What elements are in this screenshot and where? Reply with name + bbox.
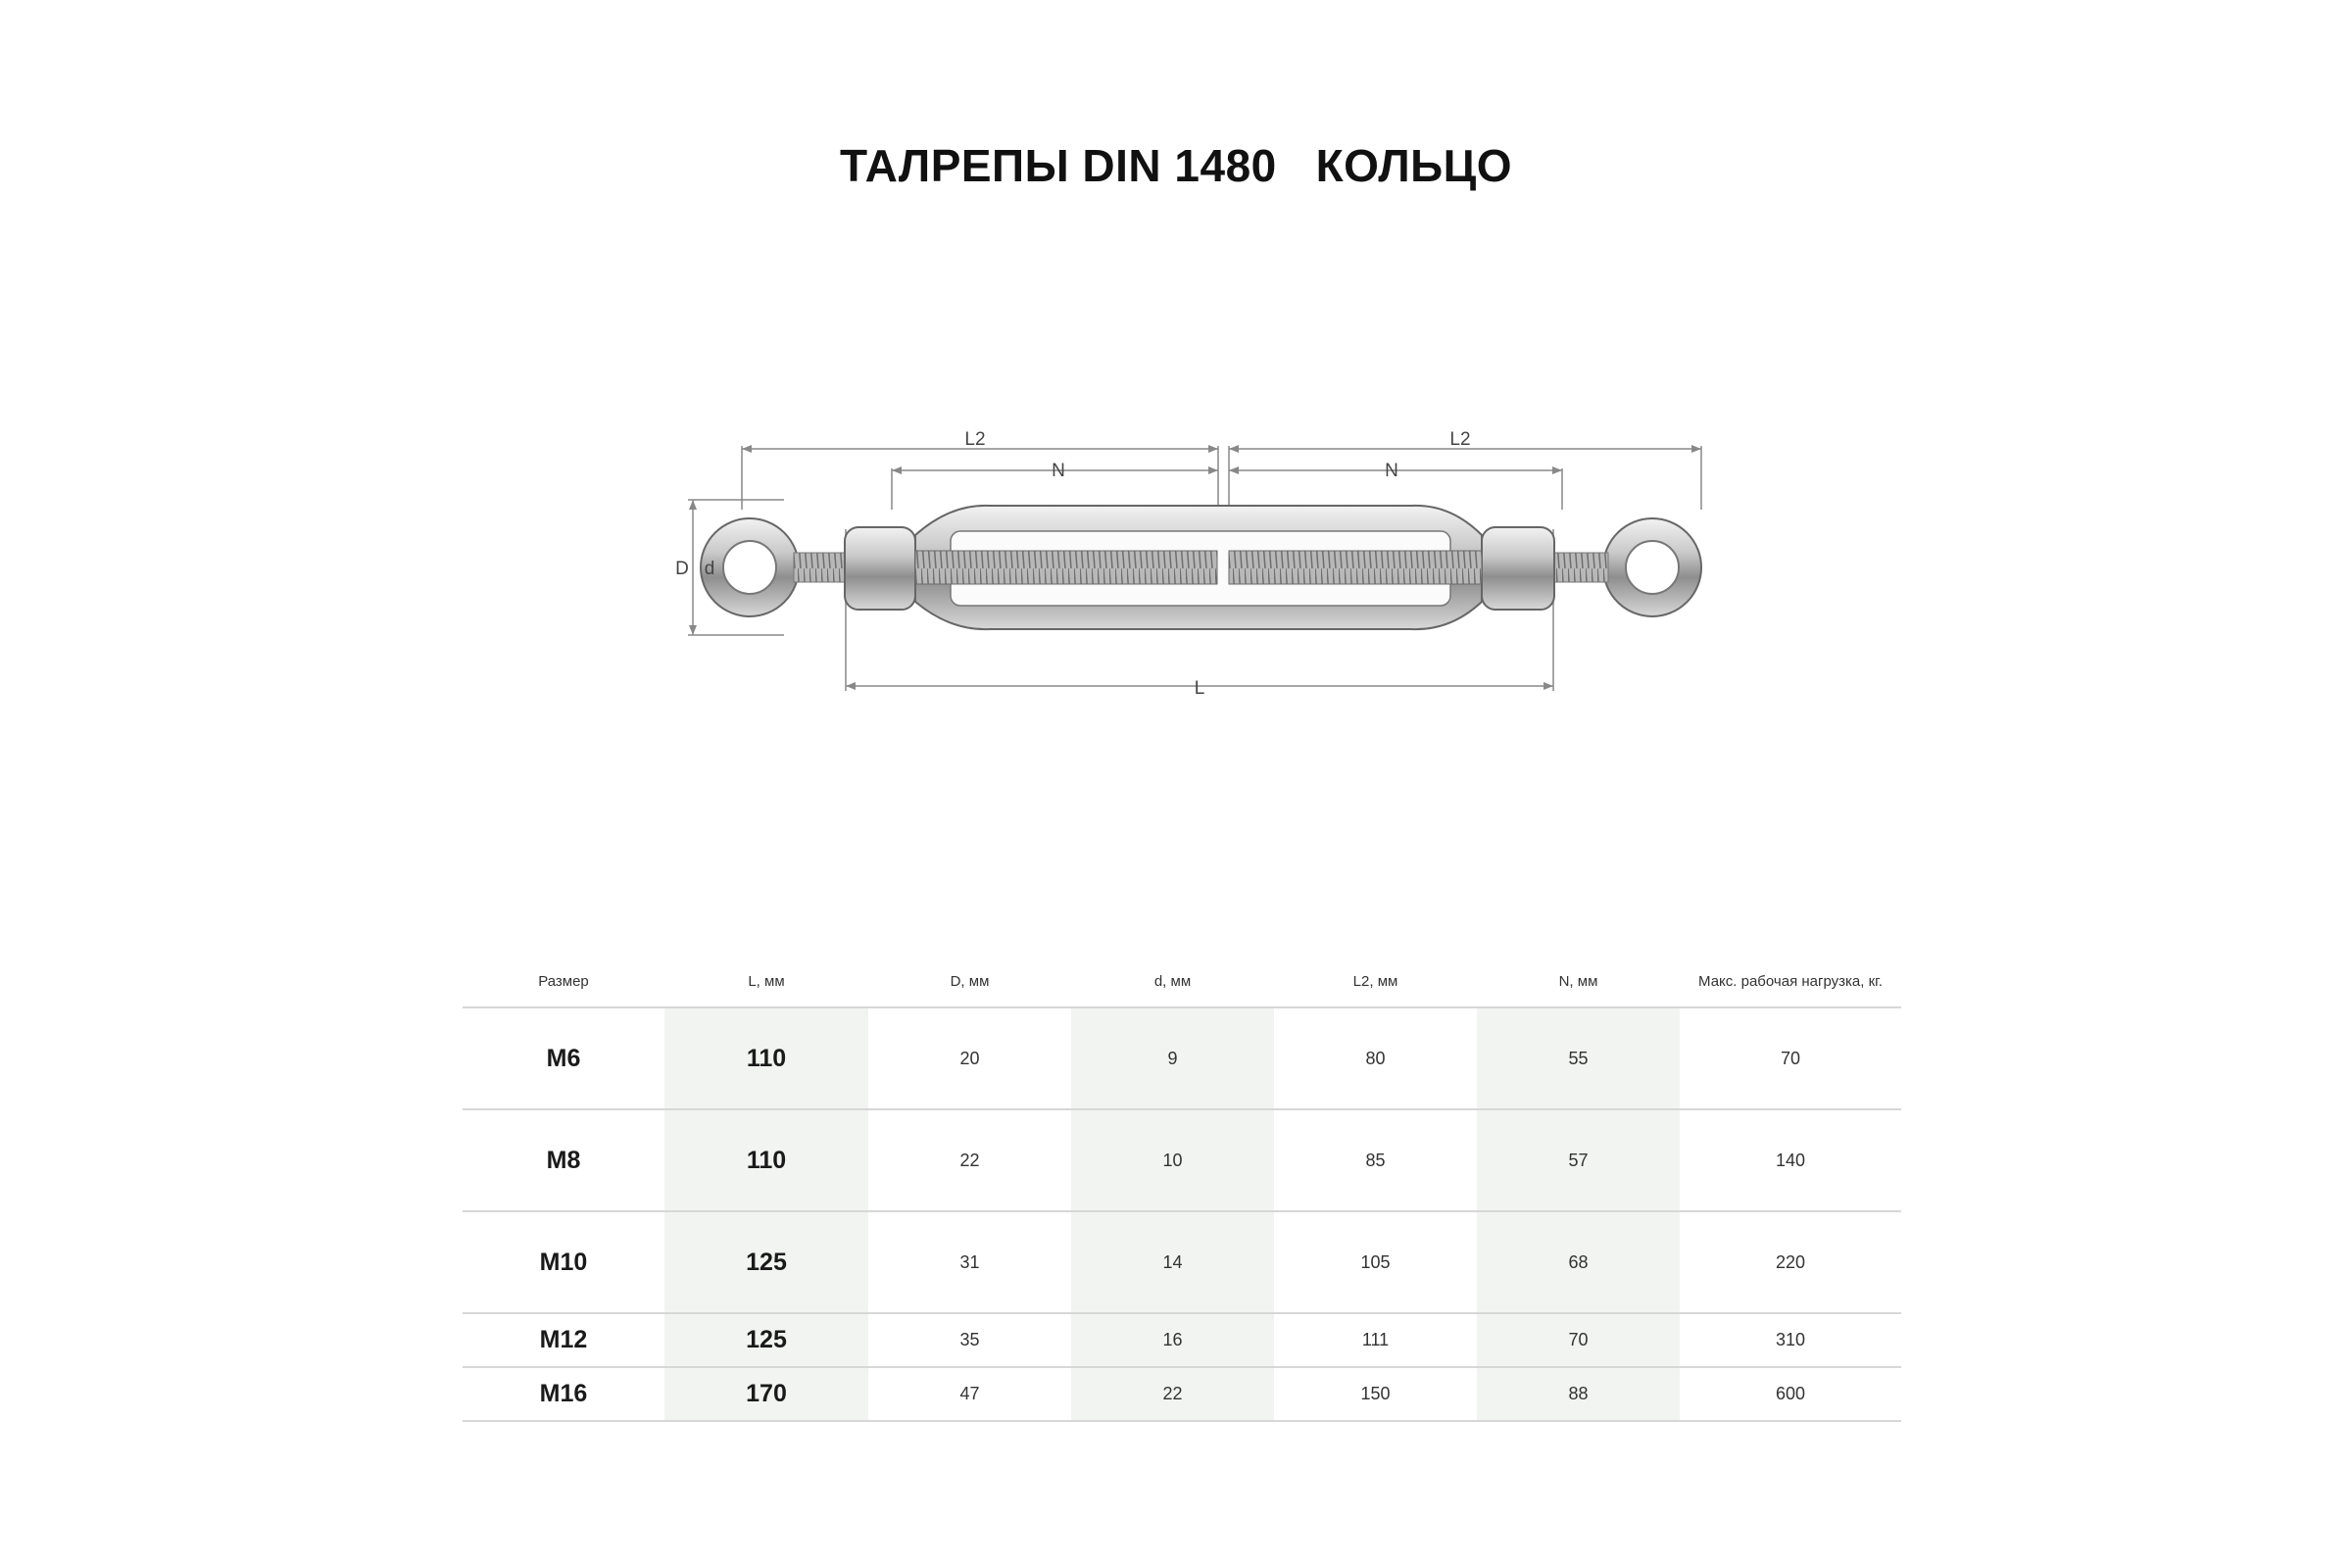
cell-l2: 85 [1274,1109,1477,1211]
cell-length: 110 [664,1007,868,1109]
cell-inner-diameter: 10 [1071,1109,1274,1211]
cell-max-load: 600 [1680,1367,1901,1421]
cell-length: 125 [664,1313,868,1367]
table-row [463,1313,1901,1367]
cell-size: M16 [463,1367,664,1421]
dim-label-d-inner: d [704,559,715,579]
cell-length: 110 [664,1109,868,1211]
cell-l2: 80 [1274,1007,1477,1109]
table-row [463,1211,1901,1313]
cell-length: 170 [664,1367,868,1421]
right-eye-bolt [1553,518,1701,616]
cell-n: 57 [1477,1109,1680,1211]
dim-label-n-right: N [1385,461,1398,481]
cell-size: M8 [463,1109,664,1211]
cell-outer-diameter: 20 [868,1007,1071,1109]
cell-outer-diameter: 22 [868,1109,1071,1211]
cell-inner-diameter: 9 [1071,1007,1274,1109]
cell-outer-diameter: 31 [868,1211,1071,1313]
cell-l2: 150 [1274,1367,1477,1421]
header-size: Размер [463,956,664,1007]
header-max-load: Макс. рабочая нагрузка, кг. [1680,956,1901,1007]
header-l2: L2, мм [1274,956,1477,1007]
cell-outer-diameter: 47 [868,1367,1071,1421]
table-row [463,1007,1901,1109]
cell-inner-diameter: 14 [1071,1211,1274,1313]
table-row [463,1367,1901,1421]
cell-max-load: 220 [1680,1211,1901,1313]
turnbuckle-body [845,506,1554,629]
page-title: ТАЛРЕПЫ DIN 1480 КОЛЬЦО [839,140,1513,191]
left-eye-bolt [701,518,853,616]
cell-size: M6 [463,1007,664,1109]
cell-outer-diameter: 35 [868,1313,1071,1367]
cell-l2: 105 [1274,1211,1477,1313]
header-length: L, мм [664,956,868,1007]
cell-length: 125 [664,1211,868,1313]
dim-label-d-outer: D [675,559,689,579]
cell-max-load: 140 [1680,1109,1901,1211]
dim-label-l2-left: L2 [964,429,986,450]
dim-label-n-left: N [1052,461,1065,481]
header-n: N, мм [1477,956,1680,1007]
cell-n: 55 [1477,1007,1680,1109]
cell-n: 68 [1477,1211,1680,1313]
table-row [463,1109,1901,1211]
cell-size: M10 [463,1211,664,1313]
cell-inner-diameter: 22 [1071,1367,1274,1421]
cell-n: 70 [1477,1313,1680,1367]
header-inner-diameter: d, мм [1071,956,1274,1007]
cell-n: 88 [1477,1367,1680,1421]
header-outer-diameter: D, мм [868,956,1071,1007]
cell-max-load: 70 [1680,1007,1901,1109]
cell-inner-diameter: 16 [1071,1313,1274,1367]
turnbuckle-diagram [627,412,1744,725]
turnbuckle-drawing [627,412,1744,725]
cell-size: M12 [463,1313,664,1367]
cell-max-load: 310 [1680,1313,1901,1367]
cell-l2: 111 [1274,1313,1477,1367]
table-header-row [463,956,1901,1007]
specs-table [463,956,1901,1422]
dim-label-length: L [1194,678,1205,699]
dim-label-l2-right: L2 [1449,429,1471,450]
